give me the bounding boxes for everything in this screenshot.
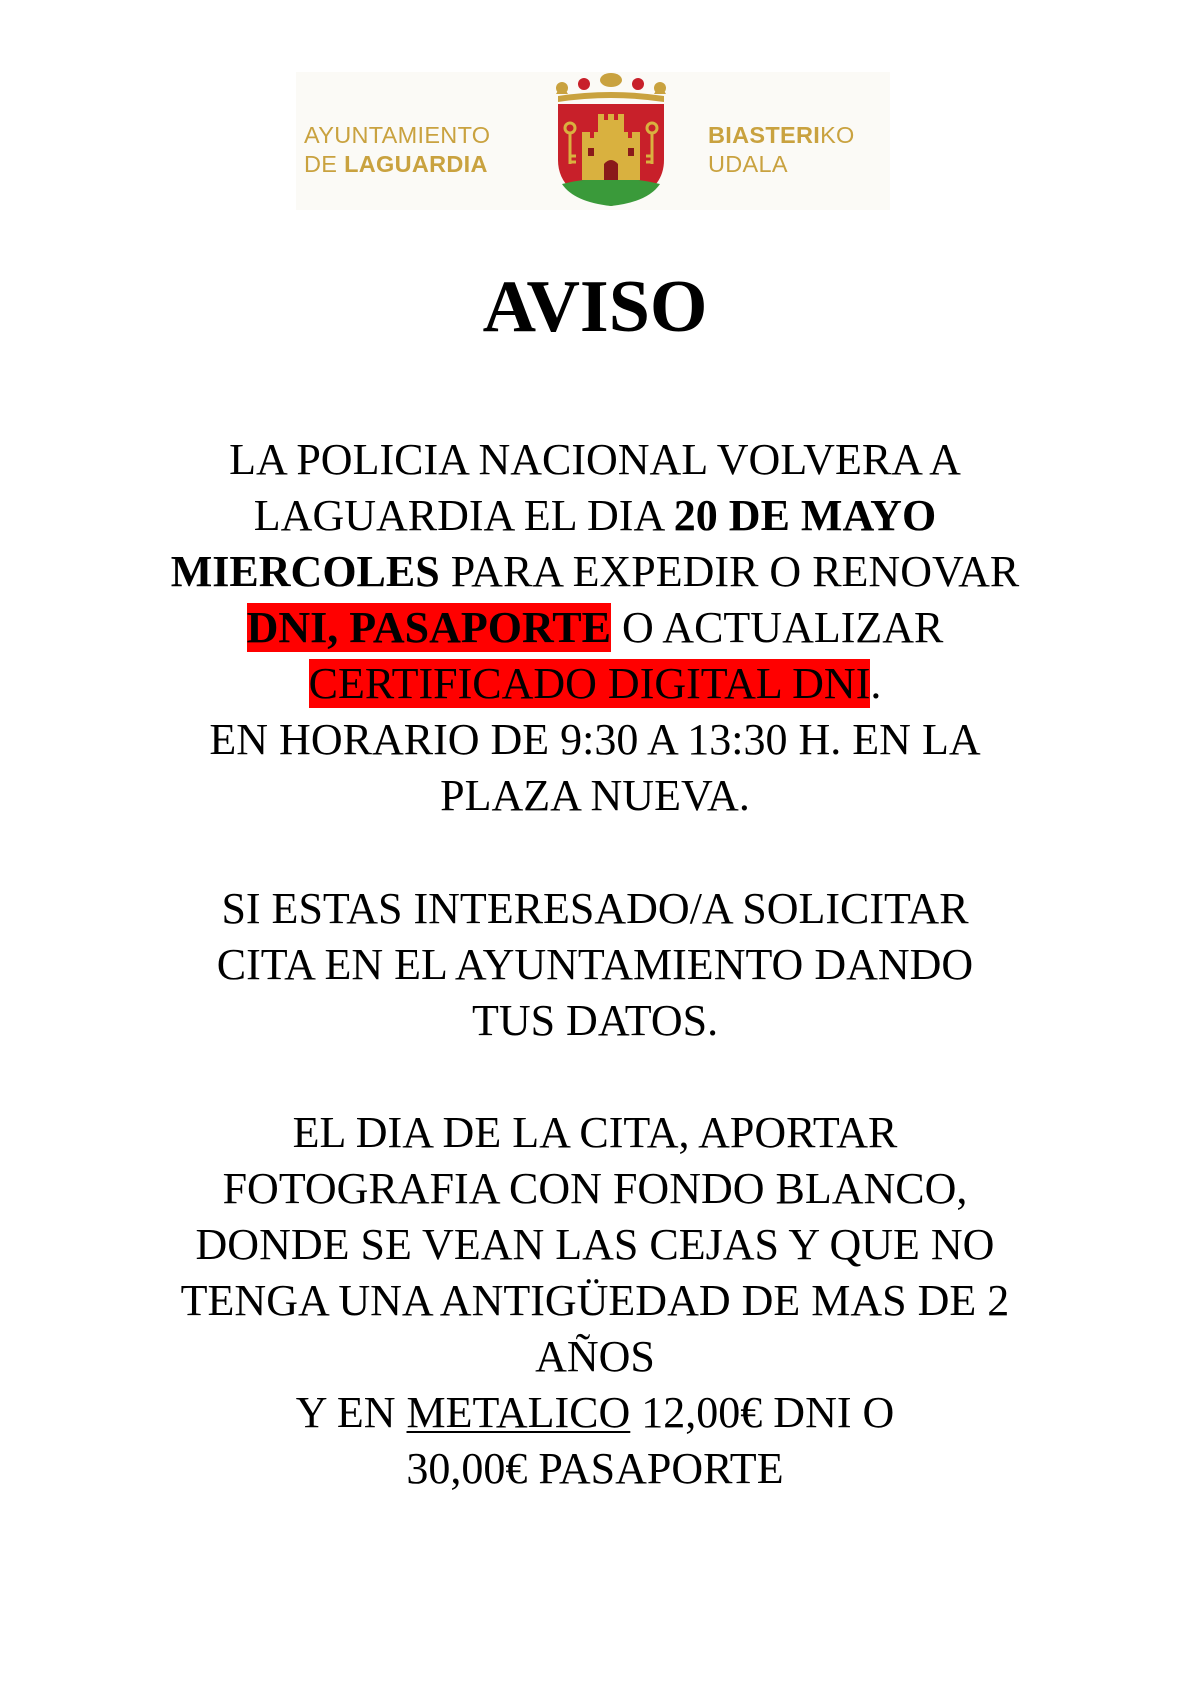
notice-paragraph-schedule: LA POLICIA NACIONAL VOLVERA A LAGUARDIA EL DIA 20 DE MAYO MIERCOLES PARA EXPEDIR O RENOVAR DNI, PASAPORTE O ACTUALIZAR CERTIFICADO DIGITAL DNI. EN HORARIO DE 9:30 A 13:30 H. EN LA PLAZA NUEVA. <box>170 435 1020 820</box>
logo-left-line1: AYUNTAMIENTO <box>304 122 491 148</box>
coat-of-arms-icon <box>548 72 674 210</box>
notice-paragraph-requirements: EL DIA DE LA CITA, APORTAR FOTOGRAFIA CON FONDO BLANCO, DONDE SE VEAN LAS CEJAS Y QUE NO TENGA UNA ANTIGÜEDAD DE MAS DE 2 AÑOS Y EN METALICO 12,00€ DNI O 30,00€ PASAPORTE <box>180 1108 1010 1493</box>
logo-right-line2: UDALA <box>708 151 788 177</box>
notice-title: AVISO <box>482 266 708 348</box>
municipality-name-basque <box>708 121 888 179</box>
municipality-name-spanish <box>304 121 536 179</box>
highlight-dni-pasaporte: DNI, PASAPORTE <box>246 603 611 652</box>
logo-right-line1: BIASTERIKO <box>708 122 855 148</box>
notice-paragraph-appointment: SI ESTAS INTERESADO/A SOLICITAR CITA EN EL AYUNTAMIENTO DANDO TUS DATOS. <box>216 884 974 1045</box>
highlight-certificado: CERTIFICADO DIGITAL DNI <box>308 659 871 708</box>
logo-left-line2: DE LAGUARDIA <box>304 151 488 177</box>
metalico-underlined: METALICO <box>406 1388 631 1437</box>
weekday-text: MIERCOLES <box>170 547 440 596</box>
date-text: 20 DE MAYO <box>673 491 937 540</box>
